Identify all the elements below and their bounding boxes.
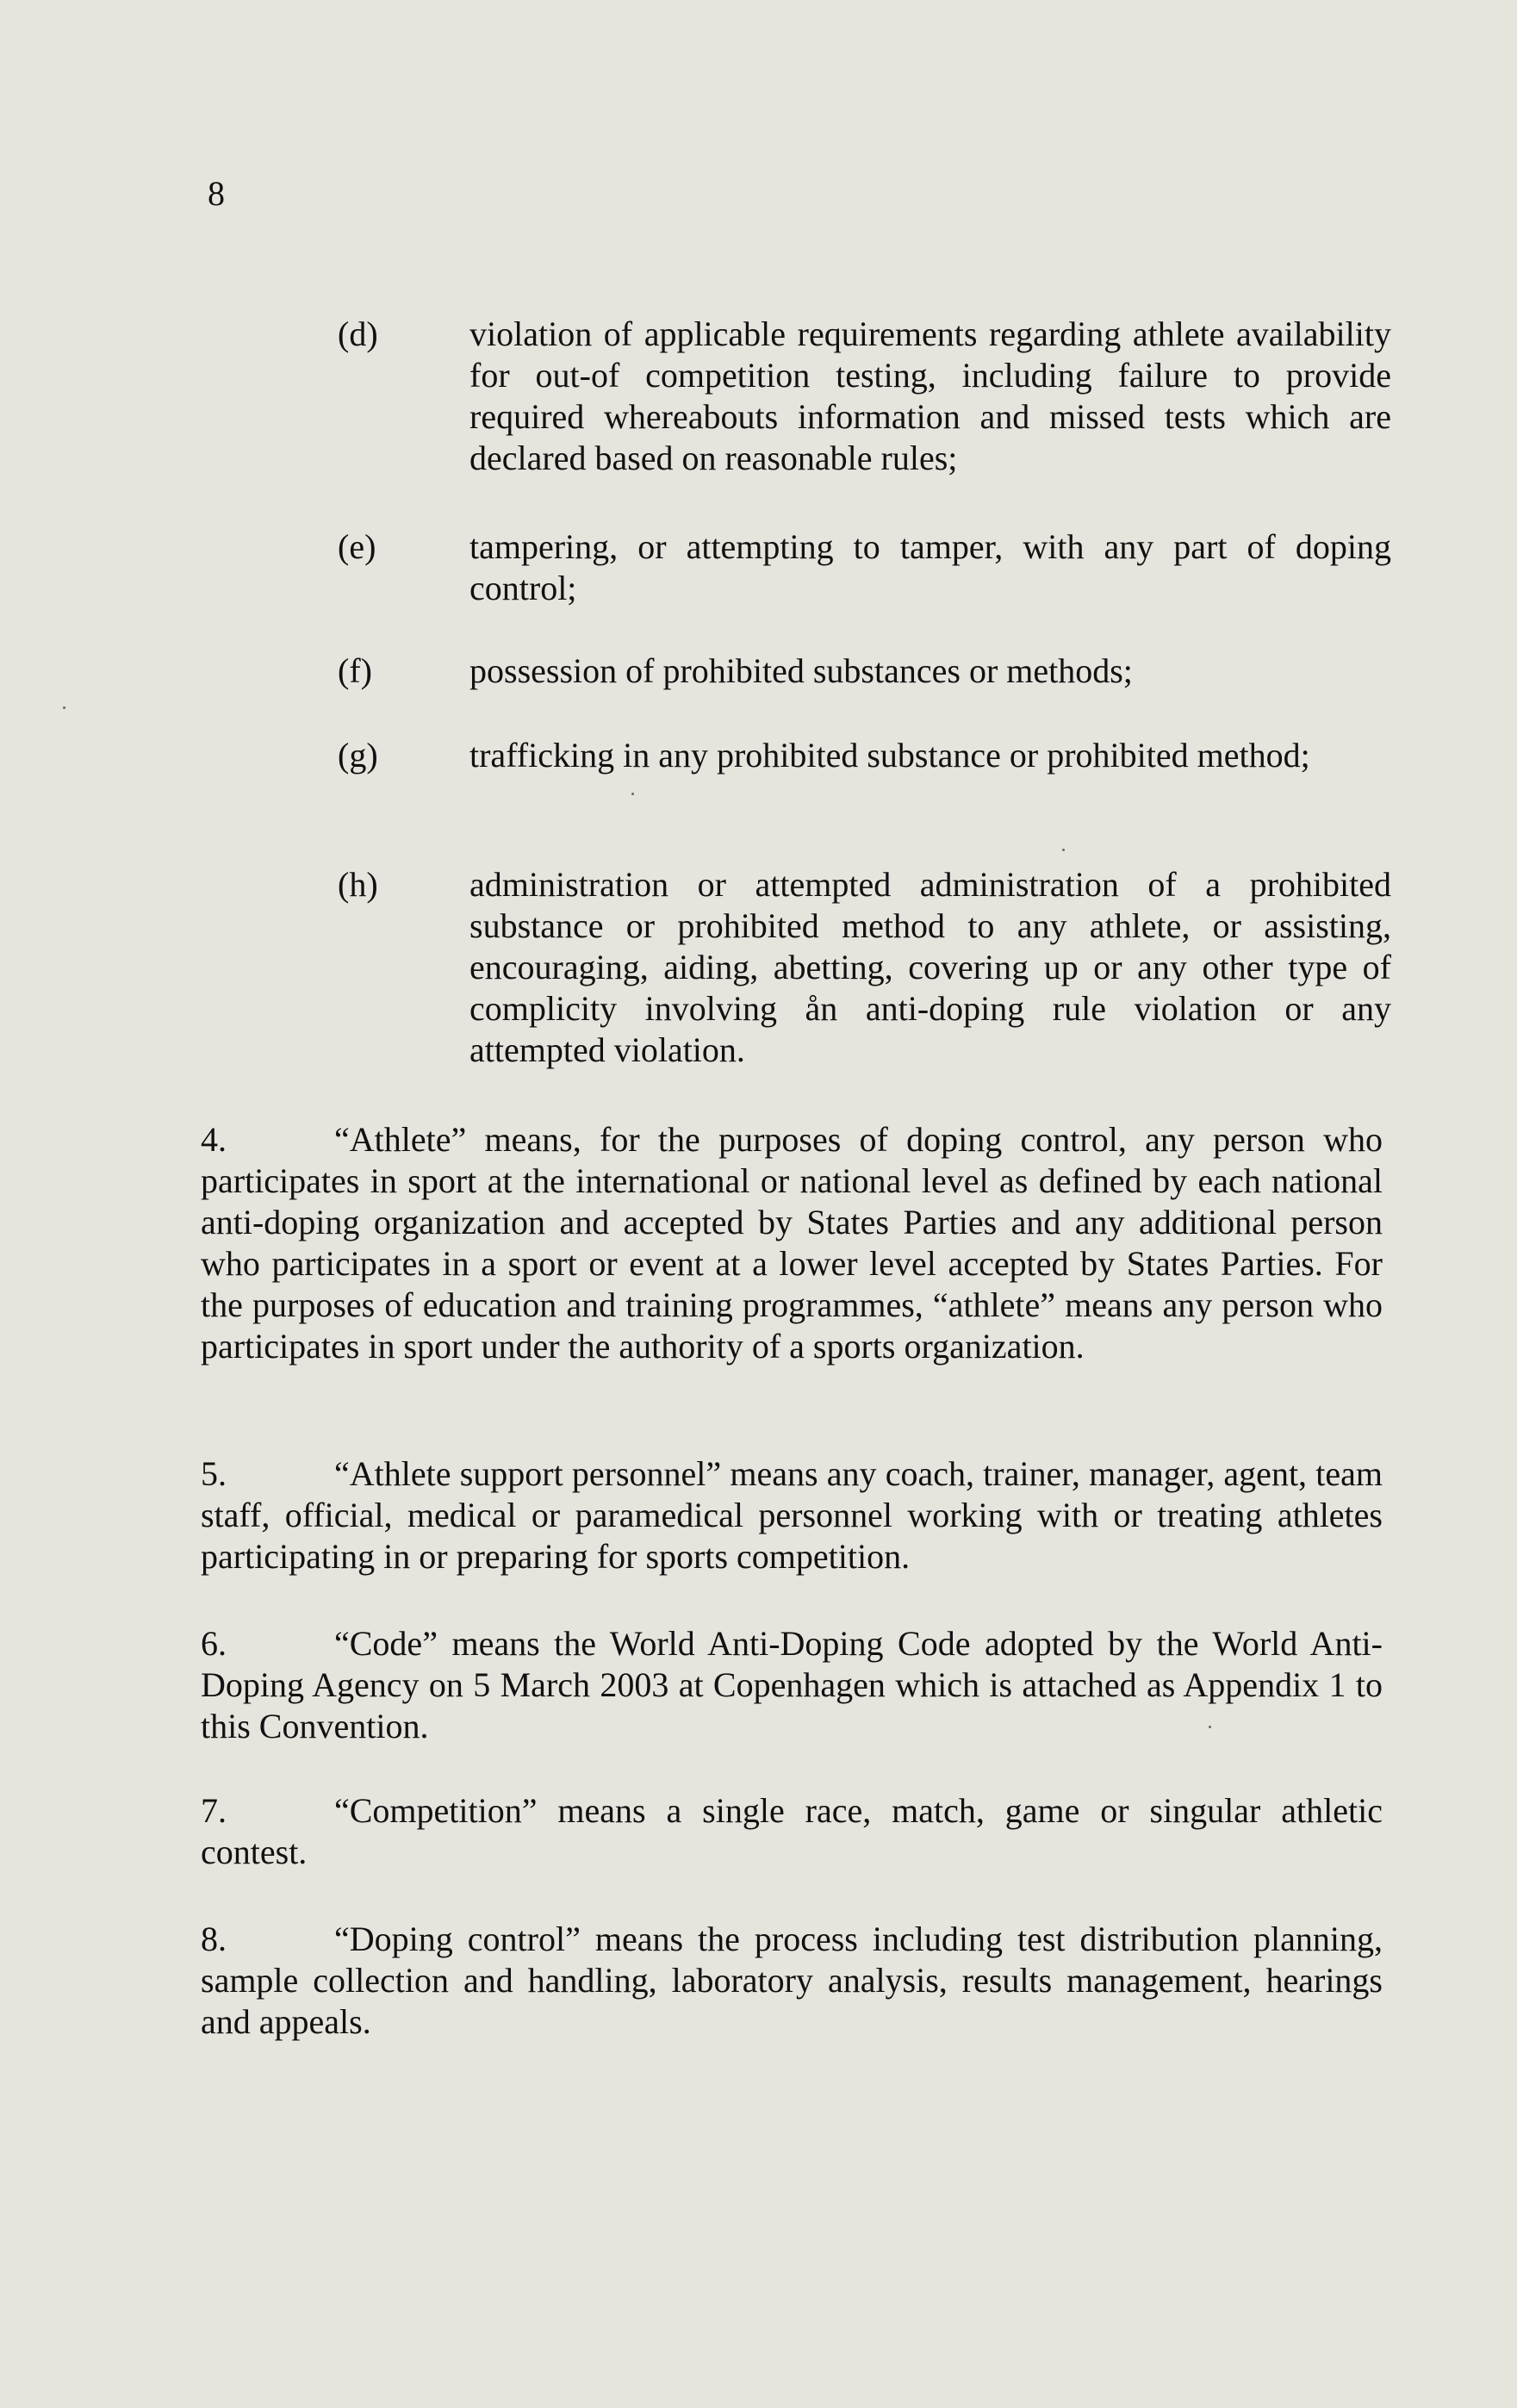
subitem-label: (g) (338, 736, 378, 775)
subitem-text: violation of applicable requirements regarding athlete availability for out-of competition testing, including failure to provide required whereabouts information and missed tests which are declared based on reasonable rules; (469, 314, 1391, 477)
definition-paragraph-7 (201, 1790, 1383, 1873)
subitem-text: trafficking in any prohibited substance or prohibited method; (469, 736, 1310, 775)
subitem-text: tampering, or attempting to tamper, with any part of doping control; (469, 527, 1391, 607)
paragraph-number: 7. (201, 1791, 227, 1830)
scan-speck (63, 706, 65, 709)
subitem-label: (e) (338, 527, 376, 566)
paragraph-text: “Athlete support personnel” means any coach, trainer, manager, agent, team staff, official, medical or paramedical personnel working with or treating athletes participating in or preparing for sports competition. (201, 1454, 1383, 1576)
subitem-label: (f) (338, 651, 372, 690)
scan-speck (1062, 849, 1065, 851)
definition-paragraph-6 (201, 1623, 1383, 1747)
subitem-label: (h) (338, 865, 378, 904)
scan-speck (1209, 1726, 1211, 1728)
paragraph-number: 4. (201, 1120, 227, 1159)
definition-paragraph-4 (201, 1119, 1383, 1367)
page-number: 8 (208, 174, 225, 213)
subitem-text: administration or attempted administration of a prohibited substance or prohibited method to any athlete, or assisting, encouraging, aiding, abetting, covering up or any other type of complicity involving ån anti-doping rule violation or any attempted violation. (469, 865, 1391, 1069)
paragraph-text: “Athlete” means, for the purposes of doping control, any person who participates in sport at the international or national level as defined by each national anti-doping organization and accepted by States Parties and any additional person who participates in a sport or event at a lower level accepted by States Parties. For the purposes of education and training programmes, “athlete” means any person who participates in sport under the authority of a sports organization. (201, 1120, 1383, 1366)
paragraph-text: “Competition” means a single race, match, game or singular athletic contest. (201, 1791, 1383, 1871)
definition-paragraph-5 (201, 1453, 1383, 1577)
paragraph-number: 8. (201, 1920, 227, 1958)
definition-paragraph-8 (201, 1919, 1383, 2043)
paragraph-text: “Code” means the World Anti-Doping Code adopted by the World Anti-Doping Agency on 5 March 2003 at Copenhagen which is attached as Appendix 1 to this Convention. (201, 1624, 1383, 1745)
subitem-text: possession of prohibited substances or methods; (469, 651, 1133, 690)
subitem-label: (d) (338, 314, 378, 353)
paragraph-text: “Doping control” means the process including test distribution planning, sample collection and handling, laboratory analysis, results management, hearings and appeals. (201, 1920, 1383, 2041)
scan-speck (631, 793, 634, 795)
paragraph-number: 6. (201, 1624, 227, 1663)
paragraph-number: 5. (201, 1454, 227, 1493)
